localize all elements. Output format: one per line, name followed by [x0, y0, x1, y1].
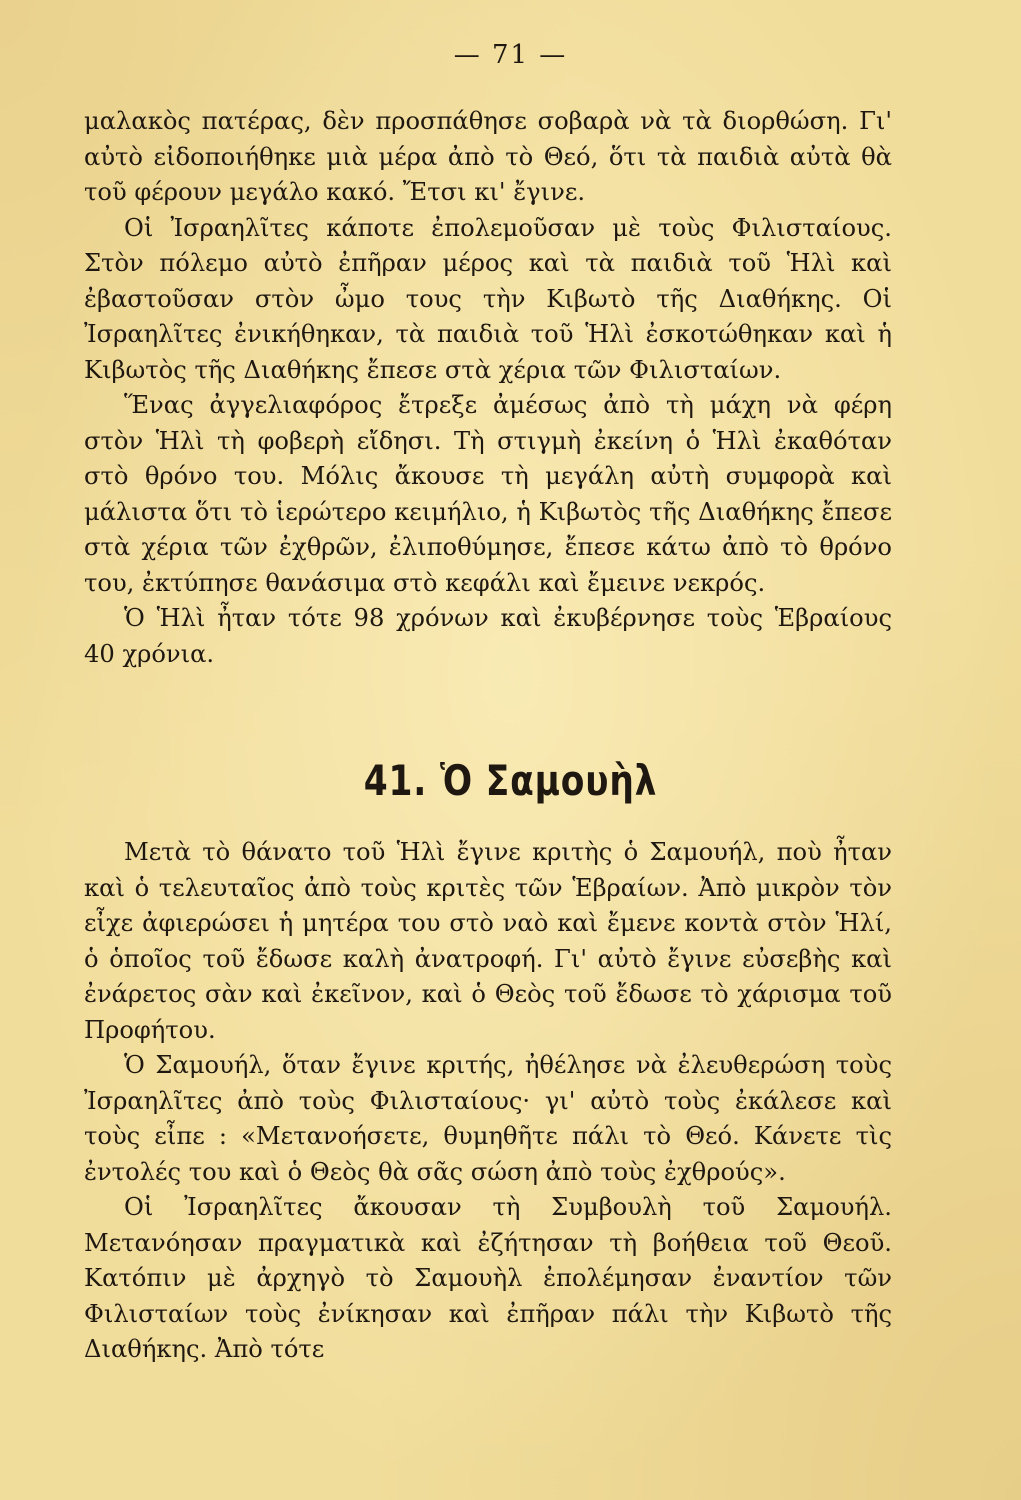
top-text-block: [84, 104, 892, 672]
paragraph: μαλακὸς πατέρας, δὲν προσπάθησε σοβαρὰ νὰ τὰ διορθώση. Γι' αὐτὸ εἰδοποιήθηκε μιὰ μέρα ἀπὸ τὸ Θεό, ὅτι τὰ παιδιὰ αὐτὰ θὰ τοῦ φέρουν μεγάλο κακό. Ἔτσι κι' ἔγινε.: [84, 107, 892, 206]
section-heading: 41. Ὁ Σαμουὴλ: [363, 756, 658, 805]
paragraph: Ὁ Ἡλὶ ἦταν τότε 98 χρόνων καὶ ἐκυβέρνησε τοὺς Ἑβραίους 40 χρόνια.: [84, 604, 892, 668]
paragraph: Οἱ Ἰσραηλῖτες κάποτε ἐπολεμοῦσαν μὲ τοὺς Φιλισταίους. Στὸν πόλεμο αὐτὸ ἐπῆραν μέρος καὶ τὰ παιδιὰ τοῦ Ἡλὶ καὶ ἐβαστοῦσαν στὸν ὦμο τους τὴν Κιβωτὸ τῆς Διαθήκης. Οἱ Ἰσραηλῖτες ἐνικήθηκαν, τὰ παιδιὰ τοῦ Ἡλὶ ἐσκοτώθηκαν καὶ ἡ Κιβωτὸς τῆς Διαθήκης ἔπεσε στὰ χέρια τῶν Φιλισταίων.: [84, 213, 892, 384]
bottom-text-block: [84, 835, 892, 1368]
paragraph: Οἱ Ἰσραηλῖτες ἄκουσαν τὴ Συμβουλὴ τοῦ Σαμουήλ. Μετανόησαν πραγματικὰ καὶ ἐζήτησαν τὴ βοήθεια τοῦ Θεοῦ. Κατόπιν μὲ ἀρχηγὸ τὸ Σαμουὴλ ἐπολέμησαν ἐναντίον τῶν Φιλισταίων τοὺς ἐνίκησαν καὶ ἐπῆραν πάλι τὴν Κιβωτὸ τῆς Διαθήκης. Ἀπὸ τότε: [84, 1193, 892, 1363]
paragraph: Ἕνας ἀγγελιαφόρος ἔτρεξε ἀμέσως ἀπὸ τὴ μάχη νὰ φέρη στὸν Ἡλὶ τὴ φοβερὴ εἴδησι. Τὴ στιγμὴ ἐκείνη ὁ Ἡλὶ ἐκαθόταν στὸ θρόνο του. Μόλις ἄκουσε τὴ μεγάλη αὐτὴ συμφορὰ καὶ μάλιστα ὅτι τὸ ἱερώτερο κειμήλιο, ἡ Κιβωτὸς τῆς Διαθήκης ἔπεσε στὰ χέρια τῶν ἐχθρῶν, ἐλιποθύμησε, ἔπεσε κάτω ἀπὸ τὸ θρόνο του, ἐκτύπησε θανάσιμα στὸ κεφάλι καὶ ἔμεινε νεκρός.: [84, 391, 892, 597]
paragraph: Μετὰ τὸ θάνατο τοῦ Ἡλὶ ἔγινε κριτὴς ὁ Σαμουήλ, ποὺ ἦταν καὶ ὁ τελευταῖος ἀπὸ τοὺς κριτὲς τῶν Ἑβραίων. Ἀπὸ μικρὸν τὸν εἶχε ἀφιερώσει ἡ μητέρα του στὸ ναὸ καὶ ἔμενε κοντὰ στὸν Ἡλί, ὁ ὁποῖος τοῦ ἔδωσε καλὴ ἀνατροφή. Γι' αὐτὸ ἔγινε εὐσεβὴς καὶ ἐνάρετος σὰν καὶ ἐκεῖνον, καὶ ὁ Θεὸς τοῦ ἔδωσε τὸ χάρισμα τοῦ Προφήτου.: [84, 838, 892, 1044]
page-number: — 71 —: [453, 40, 568, 70]
paragraph: Ὁ Σαμουήλ, ὅταν ἔγινε κριτής, ἠθέλησε νὰ ἐλευθερώση τοὺς Ἰσραηλῖτες ἀπὸ τοὺς Φιλισταίους· γι' αὐτὸ τοὺς ἐκάλεσε καὶ τοὺς εἶπε : «Μετανοήσετε, θυμηθῆτε πάλι τὸ Θεό. Κάνετε τὶς ἐντολές του καὶ ὁ Θεὸς θὰ σᾶς σώση ἀπὸ τοὺς ἐχθρούς».: [84, 1051, 892, 1186]
